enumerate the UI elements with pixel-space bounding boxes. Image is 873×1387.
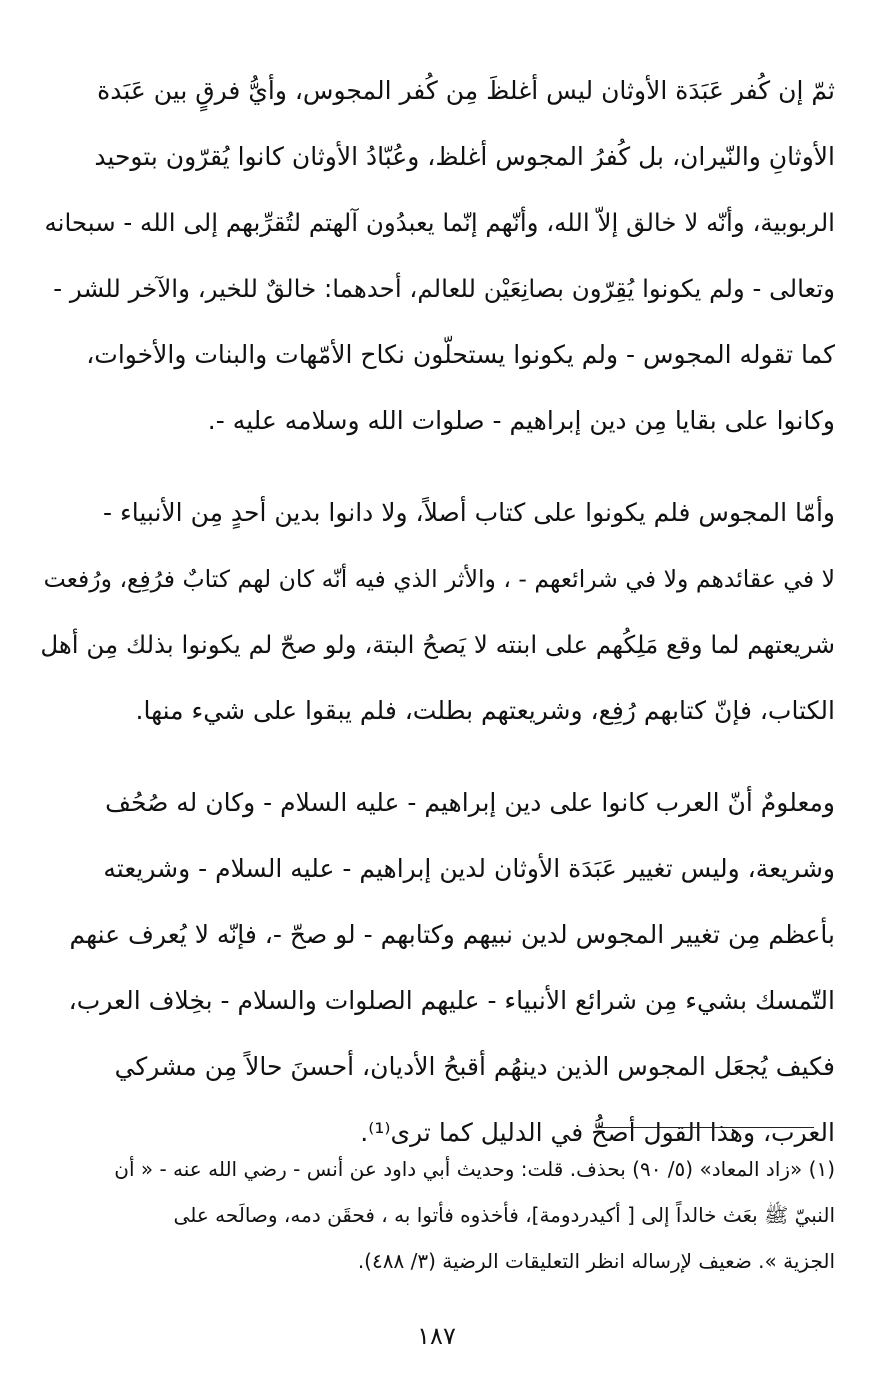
footnote-separator: [596, 1127, 814, 1128]
text-line: ومعلومٌ أنّ العرب كانوا على دين إبراهيم - عليه السلام - وكان له صُحُف: [105, 788, 835, 817]
text-line: العرب، وهذا القول أصحُّ في الدليل كما ترى⁽¹⁾.: [360, 1118, 835, 1147]
text-line: وأمّا المجوس فلم يكونوا على كتاب أصلاً، ولا دانوا بدين أحدٍ مِن الأنبياء -: [103, 498, 835, 527]
text-line: بأعظم مِن تغيير المجوس لدين نبيهم وكتابهم - لو صحّ -، فإنّه لا يُعرف عنهم: [69, 920, 835, 949]
text-line: الأوثانِ والنّيران، بل كُفرُ المجوس أغلظ، وعُبّادُ الأوثان كانوا يُقرّون بتوحيد: [94, 142, 835, 171]
paragraph-2: [38, 480, 835, 744]
text-line: وتعالى - ولم يكونوا يُقِرّون بصانِعَيْن للعالم، أحدهما: خالقٌ للخير، والآخر للشر -: [53, 274, 835, 303]
main-text: [38, 58, 835, 1192]
footnote-line: الجزية ». ضعيف لإرساله انظر التعليقات الرضية (٣/ ٤٨٨).: [357, 1249, 835, 1273]
text-line: كما تقوله المجوس - ولم يكونوا يستحلّون نكاح الأمّهات والبنات والأخوات،: [86, 340, 835, 369]
text-line: ثمّ إن كُفر عَبَدَة الأوثان ليس أغلظَ مِن كُفر المجوس، وأيُّ فرقٍ بين عَبَدة: [97, 76, 835, 105]
text-line: وشريعة، وليس تغيير عَبَدَة الأوثان لدين إبراهيم - عليه السلام - وشريعته: [103, 854, 835, 883]
text-line: التّمسك بشيء مِن شرائع الأنبياء - عليهم الصلوات والسلام - بخِلاف العرب،: [68, 986, 835, 1015]
text-line: فكيف يُجعَل المجوس الذين دينهُم أقبحُ الأديان، أحسنَ حالاً مِن مشركي: [114, 1052, 835, 1081]
text-line: الربوبية، وأنّه لا خالق إلاّ الله، وأنّهم إنّما يعبدُون آلهتم لتُقرِّبهم إلى الله - سبحانه: [44, 208, 835, 237]
text-line: لا في عقائدهم ولا في شرائعهم - ، والأثر الذي فيه أنّه كان لهم كتابٌ فرُفِع، ورُفعت: [43, 565, 835, 593]
paragraph-3: [38, 770, 835, 1166]
text-line: شريعتهم لما وقع مَلِكُهم على ابنته لا يَصحُ البتة، ولو صحّ لم يكونوا بذلك مِن أهل: [40, 630, 835, 659]
footnote: [38, 1146, 835, 1284]
page-number: ١٨٧: [417, 1322, 456, 1350]
text-line: وكانوا على بقايا مِن دين إبراهيم - صلوات الله وسلامه عليه -.: [207, 406, 835, 435]
text-line: الكتاب، فإنّ كتابهم رُفِع، وشريعتهم بطلت، فلم يبقوا على شيء منها.: [135, 696, 835, 725]
footnote-line: النبيّ ﷺ بعَث خالداً إلى [ أكيدردومة]، فأخذوه فأتوا به ، فحقَن دمه، وصالَحه على: [173, 1203, 835, 1227]
footnote-line: (١) «زاد المعاد» (٥/ ٩٠) بحذف. قلت: وحديث أبي داود عن أنس - رضي الله عنه - « أن: [114, 1157, 835, 1181]
paragraph-1: [38, 58, 835, 454]
